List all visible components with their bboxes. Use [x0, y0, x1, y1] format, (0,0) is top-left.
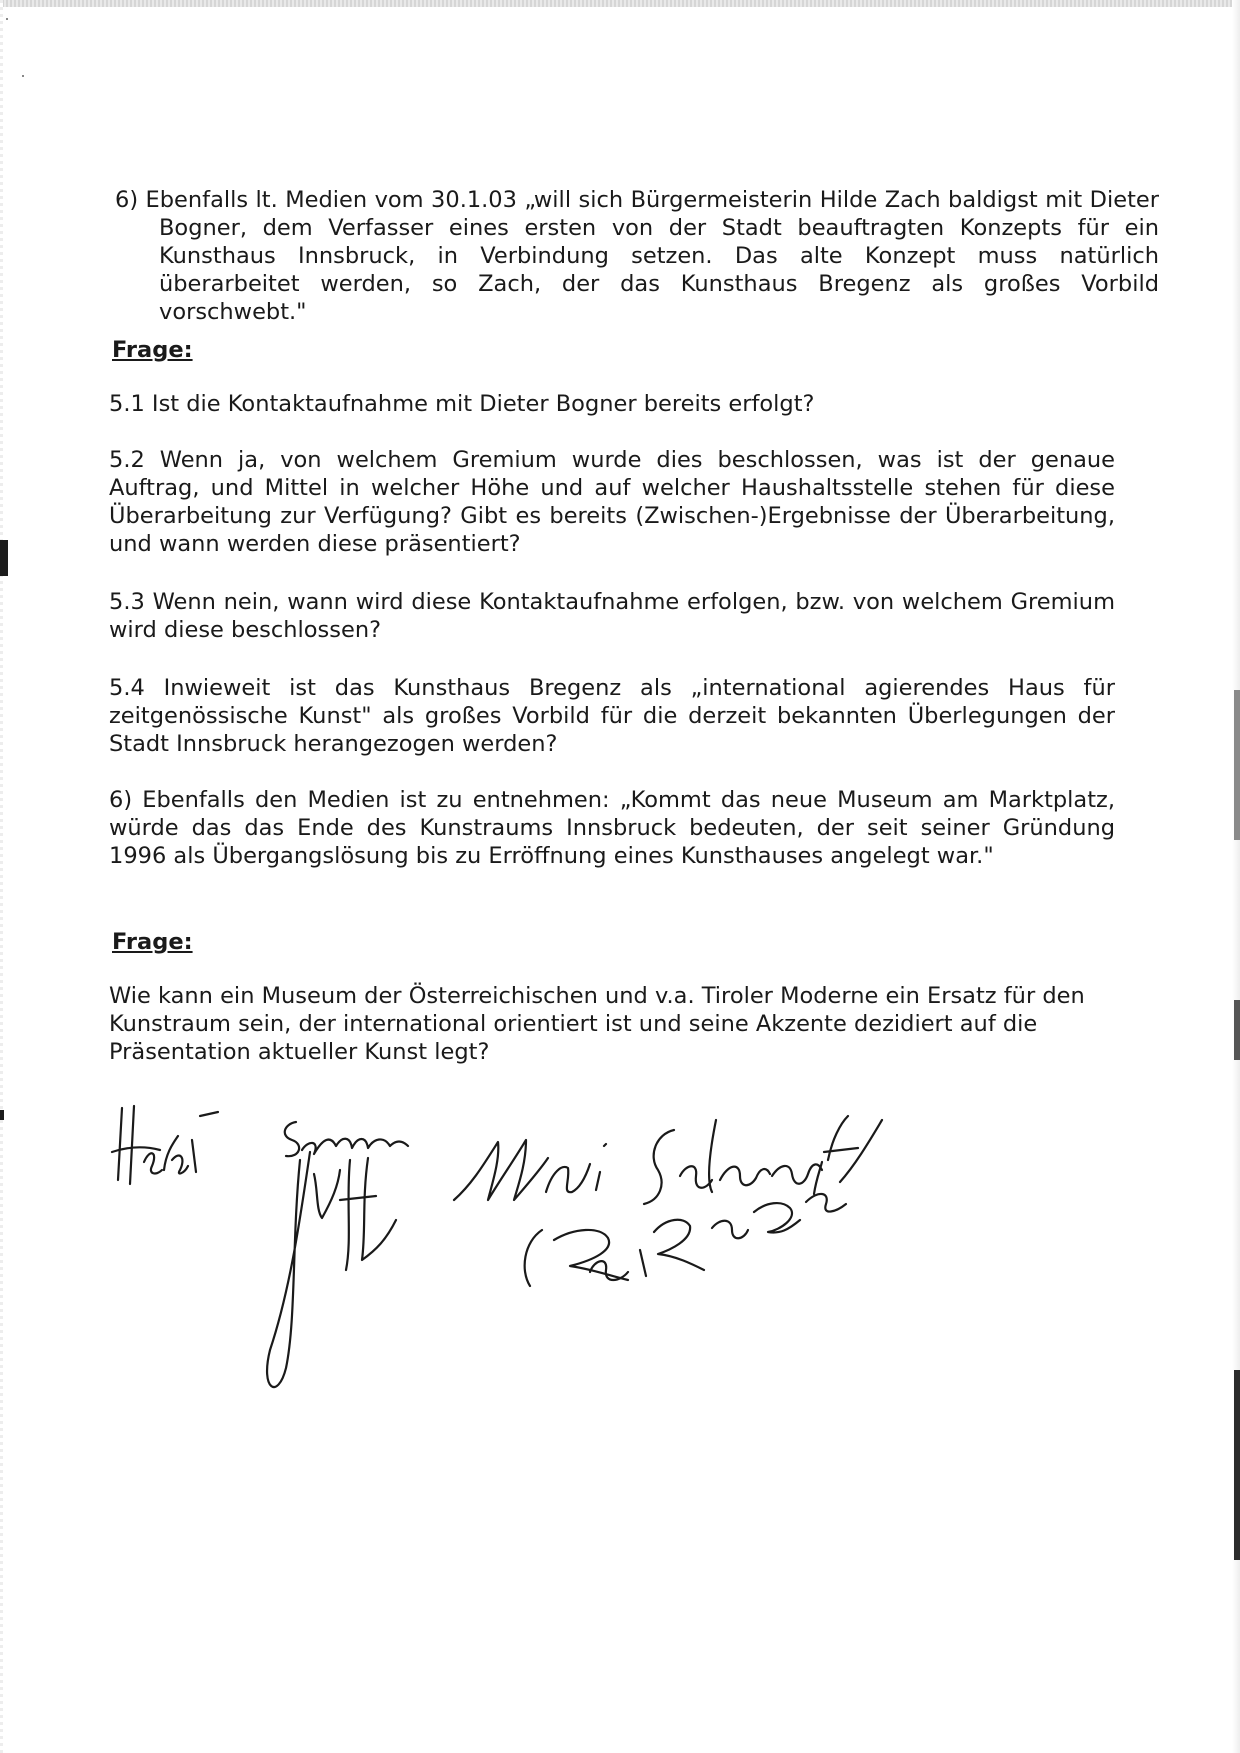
scan-edge-left — [0, 0, 3, 1753]
scan-speck — [6, 18, 8, 20]
section-6-media-quote: 6) Ebenfalls lt. Medien vom 30.1.03 „will sich Bürgermeisterin Hilde Zach baldigst mit Dieter Bogner, dem Verfasser eines ersten von der Stadt beauftragten Konzepts für ein Kunsthaus Innsbruck, in Verbindung setzen. Das alte Konzept muss natürlich überarbeitet werden, so Zach, der das Kunsthaus Bregenz als großes Vorbild vorschwebt." — [115, 186, 1159, 325]
signature-area — [100, 1100, 1000, 1440]
question-5-2: 5.2 Wenn ja, von welchem Gremium wurde dies beschlossen, was ist der genaue Auftrag, und Mittel in welcher Höhe und auf welcher Haushaltsstelle stehen für diese Überarbeitung zur Verfügung? Gibt es bereits (Zwischen-)Ergebnisse der Überarbeitung, und wann werden diese präsentiert? — [109, 447, 1115, 557]
scan-mark-left — [0, 1110, 4, 1120]
signature-heidi — [112, 1106, 218, 1184]
question-heading: Frage: — [112, 337, 193, 363]
scan-speck — [22, 75, 24, 77]
scan-mark-right — [1234, 690, 1240, 840]
question-5-4: 5.4 Inwieweit ist das Kunsthaus Bregenz als „international agierendes Haus für zeitgenössische Kunst" als großes Vorbild für die derzeit bekannten Überlegungen der Stadt Innsbruck herangezogen werden? — [109, 675, 1115, 757]
question-heading: Frage: — [112, 929, 193, 955]
question-5-1: 5.1 Ist die Kontaktaufnahme mit Dieter Bogner bereits erfolgt? — [109, 391, 815, 417]
scan-mark-left — [0, 540, 8, 576]
question-5-3: 5.3 Wenn nein, wann wird diese Kontaktaufnahme erfolgen, bzw. von welchem Gremium wird diese beschlossen? — [109, 589, 1115, 643]
scan-mark-right — [1234, 1370, 1240, 1560]
signature-schwarzl — [454, 1116, 882, 1204]
scan-border-top — [0, 0, 1240, 7]
signature-schramm — [267, 1122, 408, 1387]
final-question: Wie kann ein Museum der Österreichischen und v.a. Tiroler Moderne ein Ersatz für den Kunstraum sein, der international orientiert ist und seine Akzente dezidiert auf die Präsentation aktueller Kunst legt? — [109, 983, 1085, 1065]
signature-rainer — [525, 1162, 846, 1286]
scan-mark-right — [1234, 1000, 1240, 1060]
section-6-kunstraum-quote: 6) Ebenfalls den Medien ist zu entnehmen: „Kommt das neue Museum am Marktplatz, würde das das Ende des Kunstraums Innsbruck bedeuten, der seit seiner Gründung 1996 als Übergangslösung bis zu Erröffnung eines Kunsthauses angelegt war." — [109, 787, 1115, 869]
